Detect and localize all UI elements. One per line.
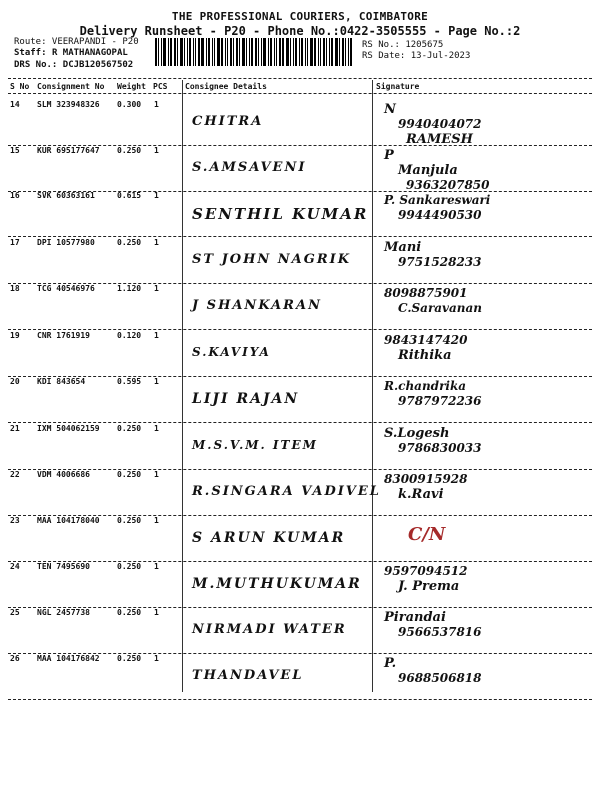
row-consignment-no: NGL 2457738 <box>37 608 90 617</box>
row-signature-text: 9787972236 <box>398 394 482 408</box>
barcode-bar <box>155 38 157 66</box>
row-consignee-handwritten: R.SINGARA VADIVEL <box>192 484 381 499</box>
barcode-bar <box>345 38 346 66</box>
barcode-bar <box>212 38 213 66</box>
barcode-bar <box>293 38 294 66</box>
row-consignee-handwritten: LIJI RAJAN <box>192 391 300 407</box>
row-consignment-no: TEN 7495690 <box>37 562 90 571</box>
row-pcs: 1 <box>154 654 159 663</box>
row-signature-text: Pirandai <box>384 610 446 625</box>
row-consignee-handwritten: THANDAVEL <box>192 668 304 683</box>
row-consignment-no: IXM 504062159 <box>37 424 100 433</box>
row-pcs: 1 <box>154 191 159 200</box>
barcode-bar <box>225 38 226 66</box>
barcode-bar <box>187 38 188 66</box>
barcode-bar <box>208 38 210 66</box>
col-consignment: Consignment No <box>37 82 105 91</box>
barcode-bar <box>189 38 191 66</box>
row-weight: 0.250 <box>117 470 142 479</box>
route-text: Route: VEERAPANDI - P20 <box>14 37 139 47</box>
barcode-bar <box>270 38 272 66</box>
row-signature-text: 9940404072 <box>398 117 482 131</box>
row-pcs: 1 <box>154 608 159 617</box>
drs-label: DRS No.: <box>14 60 58 70</box>
row-sno: 16 <box>10 191 20 200</box>
barcode-bar <box>286 38 289 66</box>
table-header <box>8 80 592 94</box>
row-weight: 0.300 <box>117 100 142 109</box>
table-row <box>8 377 592 423</box>
row-consignment-no: MAA 104176842 <box>37 654 100 663</box>
row-sno: 21 <box>10 424 20 433</box>
barcode-bar <box>323 38 325 66</box>
table-row <box>8 191 592 237</box>
row-sno: 19 <box>10 331 20 340</box>
col-consignee: Consignee Details <box>185 82 267 91</box>
row-consignee-handwritten: SENTHIL KUMAR <box>192 205 369 223</box>
row-consignment-no: VDM 4006686 <box>37 470 90 479</box>
barcode-bar <box>276 38 277 66</box>
barcode-bar <box>258 38 259 66</box>
drs-barcode <box>155 38 355 66</box>
barcode-bar <box>307 38 308 66</box>
row-consignee-handwritten: NIRMADI WATER <box>192 622 347 637</box>
row-signature-text: N <box>384 102 396 117</box>
barcode-bar <box>236 38 238 66</box>
barcode-bar <box>168 38 169 66</box>
table-row <box>8 608 592 654</box>
row-signature-text: 8098875901 <box>384 286 468 300</box>
barcode-bar <box>339 38 340 66</box>
barcode-bar <box>342 38 344 66</box>
row-consignment-no: SVK 60363161 <box>37 191 95 200</box>
barcode-bar <box>268 38 269 66</box>
row-weight: 0.250 <box>117 146 142 155</box>
table-row <box>8 100 592 146</box>
row-sno: 23 <box>10 516 20 525</box>
table-row <box>8 146 592 192</box>
row-weight: 0.615 <box>117 191 142 200</box>
table-header-rule <box>8 93 592 94</box>
row-consignee-handwritten: CHITRA <box>192 114 264 129</box>
row-weight: 0.250 <box>117 516 142 525</box>
barcode-bar <box>326 38 327 66</box>
row-sno: 14 <box>10 100 20 109</box>
row-weight: 0.250 <box>117 654 142 663</box>
row-sno: 26 <box>10 654 20 663</box>
row-signature-text: P. <box>384 656 397 671</box>
row-consignment-no: KDI 843654 <box>37 377 86 386</box>
row-consignee-handwritten: M.S.V.M. ITEM <box>192 438 318 452</box>
row-consignee-handwritten: S.AMSAVENI <box>192 160 307 175</box>
barcode-bar <box>239 38 240 66</box>
row-pcs: 1 <box>154 516 159 525</box>
barcode-bar <box>261 38 262 66</box>
row-pcs: 1 <box>154 424 159 433</box>
table-row <box>8 424 592 470</box>
barcode-bar <box>180 38 183 66</box>
barcode-bar <box>290 38 291 66</box>
barcode-bar <box>320 38 321 66</box>
row-weight: 0.120 <box>117 331 142 340</box>
barcode-bar <box>310 38 313 66</box>
row-signature-text: 9566537816 <box>398 625 482 639</box>
row-signature-text: C.Saravanan <box>398 301 483 315</box>
row-signature-text: S.Logesh <box>384 426 450 441</box>
row-separator <box>8 329 592 330</box>
row-signature-text: 9786830033 <box>398 441 482 455</box>
row-sno: 15 <box>10 146 20 155</box>
col-pcs: PCS <box>153 82 168 91</box>
row-signature-text: 9751528233 <box>398 255 482 269</box>
staff-line <box>14 48 128 58</box>
table-row <box>8 238 592 284</box>
row-signature-text: k.Ravi <box>398 487 444 502</box>
barcode-bar <box>170 38 172 66</box>
row-signature-text: P. Sankareswari <box>384 193 491 207</box>
row-consignee-handwritten: S ARUN KUMAR <box>192 530 346 546</box>
barcode-bar <box>230 38 232 66</box>
barcode-bar <box>177 38 178 66</box>
row-signature-text: 9843147420 <box>384 333 468 347</box>
rs-date: RS Date: 13-Jul-2023 <box>362 51 471 61</box>
row-sno: 24 <box>10 562 20 571</box>
barcode-bar <box>314 38 316 66</box>
row-pcs: 1 <box>154 238 159 247</box>
row-signature-text: Rithika <box>398 348 452 363</box>
barcode-bar <box>201 38 204 66</box>
barcode-bar <box>221 38 223 66</box>
row-signature-text: 9944490530 <box>398 208 482 222</box>
row-consignee-handwritten: ST JOHN NAGRIK <box>192 252 352 267</box>
barcode-bar <box>255 38 257 66</box>
row-pcs: 1 <box>154 284 159 293</box>
col-weight: Weight <box>117 82 146 91</box>
table-row <box>8 284 592 330</box>
runsheet-subtitle: Delivery Runsheet - P20 - Phone No.:0422-3505555 - Page No.:2 <box>79 24 521 38</box>
barcode-bar <box>242 38 245 66</box>
table-row <box>8 654 592 700</box>
barcode-bar <box>161 38 162 66</box>
barcode-bar <box>274 38 275 66</box>
row-signature-text: RAMESH <box>406 132 473 147</box>
row-weight: 0.250 <box>117 562 142 571</box>
barcode-bar <box>251 38 253 66</box>
row-sno: 18 <box>10 284 20 293</box>
row-sno: 22 <box>10 470 20 479</box>
barcode-bar <box>214 38 215 66</box>
table-row <box>8 516 592 562</box>
row-consignment-no: SLM 323948326 <box>37 100 100 109</box>
barcode-bar <box>227 38 228 66</box>
barcode-bar <box>193 38 194 66</box>
row-weight: 1.120 <box>117 284 142 293</box>
row-signature-text: P <box>384 148 394 163</box>
table-row <box>8 470 592 516</box>
row-pcs: 1 <box>154 470 159 479</box>
col-sno: S No <box>10 82 30 91</box>
row-signature-text: 9597094512 <box>384 564 468 578</box>
table-top-rule <box>8 78 592 79</box>
barcode-bar <box>350 38 352 66</box>
barcode-bar <box>299 38 300 66</box>
row-signature-text: C/N <box>408 524 446 545</box>
row-sno: 20 <box>10 377 20 386</box>
table-row <box>8 331 592 377</box>
row-signature-text: J. Prema <box>398 579 460 594</box>
row-pcs: 1 <box>154 377 159 386</box>
row-consignment-no: KUR 695177647 <box>37 146 100 155</box>
row-separator <box>8 422 592 423</box>
row-pcs: 1 <box>154 562 159 571</box>
barcode-bar <box>335 38 338 66</box>
company-title: THE PROFESSIONAL COURIERS, COIMBATORE <box>171 10 429 23</box>
row-signature-text: 8300915928 <box>384 472 468 486</box>
barcode-bar <box>206 38 207 66</box>
barcode-bar <box>217 38 220 66</box>
row-weight: 0.250 <box>117 608 142 617</box>
barcode-bar <box>301 38 303 66</box>
row-weight: 0.250 <box>117 238 142 247</box>
row-consignment-no: TCG 40546976 <box>37 284 95 293</box>
barcode-bar <box>329 38 330 66</box>
rs-number: RS No.: 1205675 <box>362 40 444 50</box>
row-signature-text: Mani <box>384 240 422 255</box>
staff-name: R MATHANAGOPAL <box>51 48 128 58</box>
row-separator <box>8 236 592 237</box>
barcode-bar <box>195 38 196 66</box>
row-weight: 0.250 <box>117 424 142 433</box>
row-consignment-no: DPI 10577980 <box>37 238 95 247</box>
barcode-bar <box>174 38 176 66</box>
barcode-bar <box>158 38 159 66</box>
barcode-bar <box>163 38 166 66</box>
row-sno: 17 <box>10 238 20 247</box>
row-pcs: 1 <box>154 331 159 340</box>
drs-line <box>14 60 133 70</box>
barcode-bar <box>263 38 266 66</box>
barcode-bar <box>331 38 333 66</box>
barcode-bar <box>282 38 284 66</box>
barcode-bar <box>249 38 250 66</box>
row-pcs: 1 <box>154 100 159 109</box>
row-signature-text: R.chandrika <box>384 379 467 393</box>
barcode-bar <box>305 38 306 66</box>
barcode-bar <box>279 38 281 66</box>
row-pcs: 1 <box>154 146 159 155</box>
table-row <box>8 562 592 608</box>
row-consignee-handwritten: J SHANKARAN <box>192 298 322 313</box>
row-weight: 0.595 <box>117 377 142 386</box>
row-signature-text: 9363207850 <box>406 178 490 192</box>
barcode-bar <box>348 38 349 66</box>
row-consignee-handwritten: M.MUTHUKUMAR <box>192 576 362 592</box>
barcode-bar <box>318 38 319 66</box>
row-separator <box>8 699 592 700</box>
barcode-bar <box>198 38 200 66</box>
row-consignee-handwritten: S.KAVIYA <box>192 345 271 359</box>
barcode-bar <box>246 38 247 66</box>
col-signature: Signature <box>376 82 420 91</box>
staff-label: Staff: <box>14 48 47 58</box>
row-signature-text: Manjula <box>398 163 458 178</box>
row-consignment-no: CNR 1761919 <box>37 331 90 340</box>
row-consignment-no: MAA 104178040 <box>37 516 100 525</box>
barcode-bar <box>295 38 297 66</box>
barcode-bar <box>184 38 185 66</box>
row-sno: 25 <box>10 608 20 617</box>
barcode-bar <box>233 38 234 66</box>
row-signature-text: 9688506818 <box>398 671 482 685</box>
drs-number: DCJB120567502 <box>62 60 134 70</box>
